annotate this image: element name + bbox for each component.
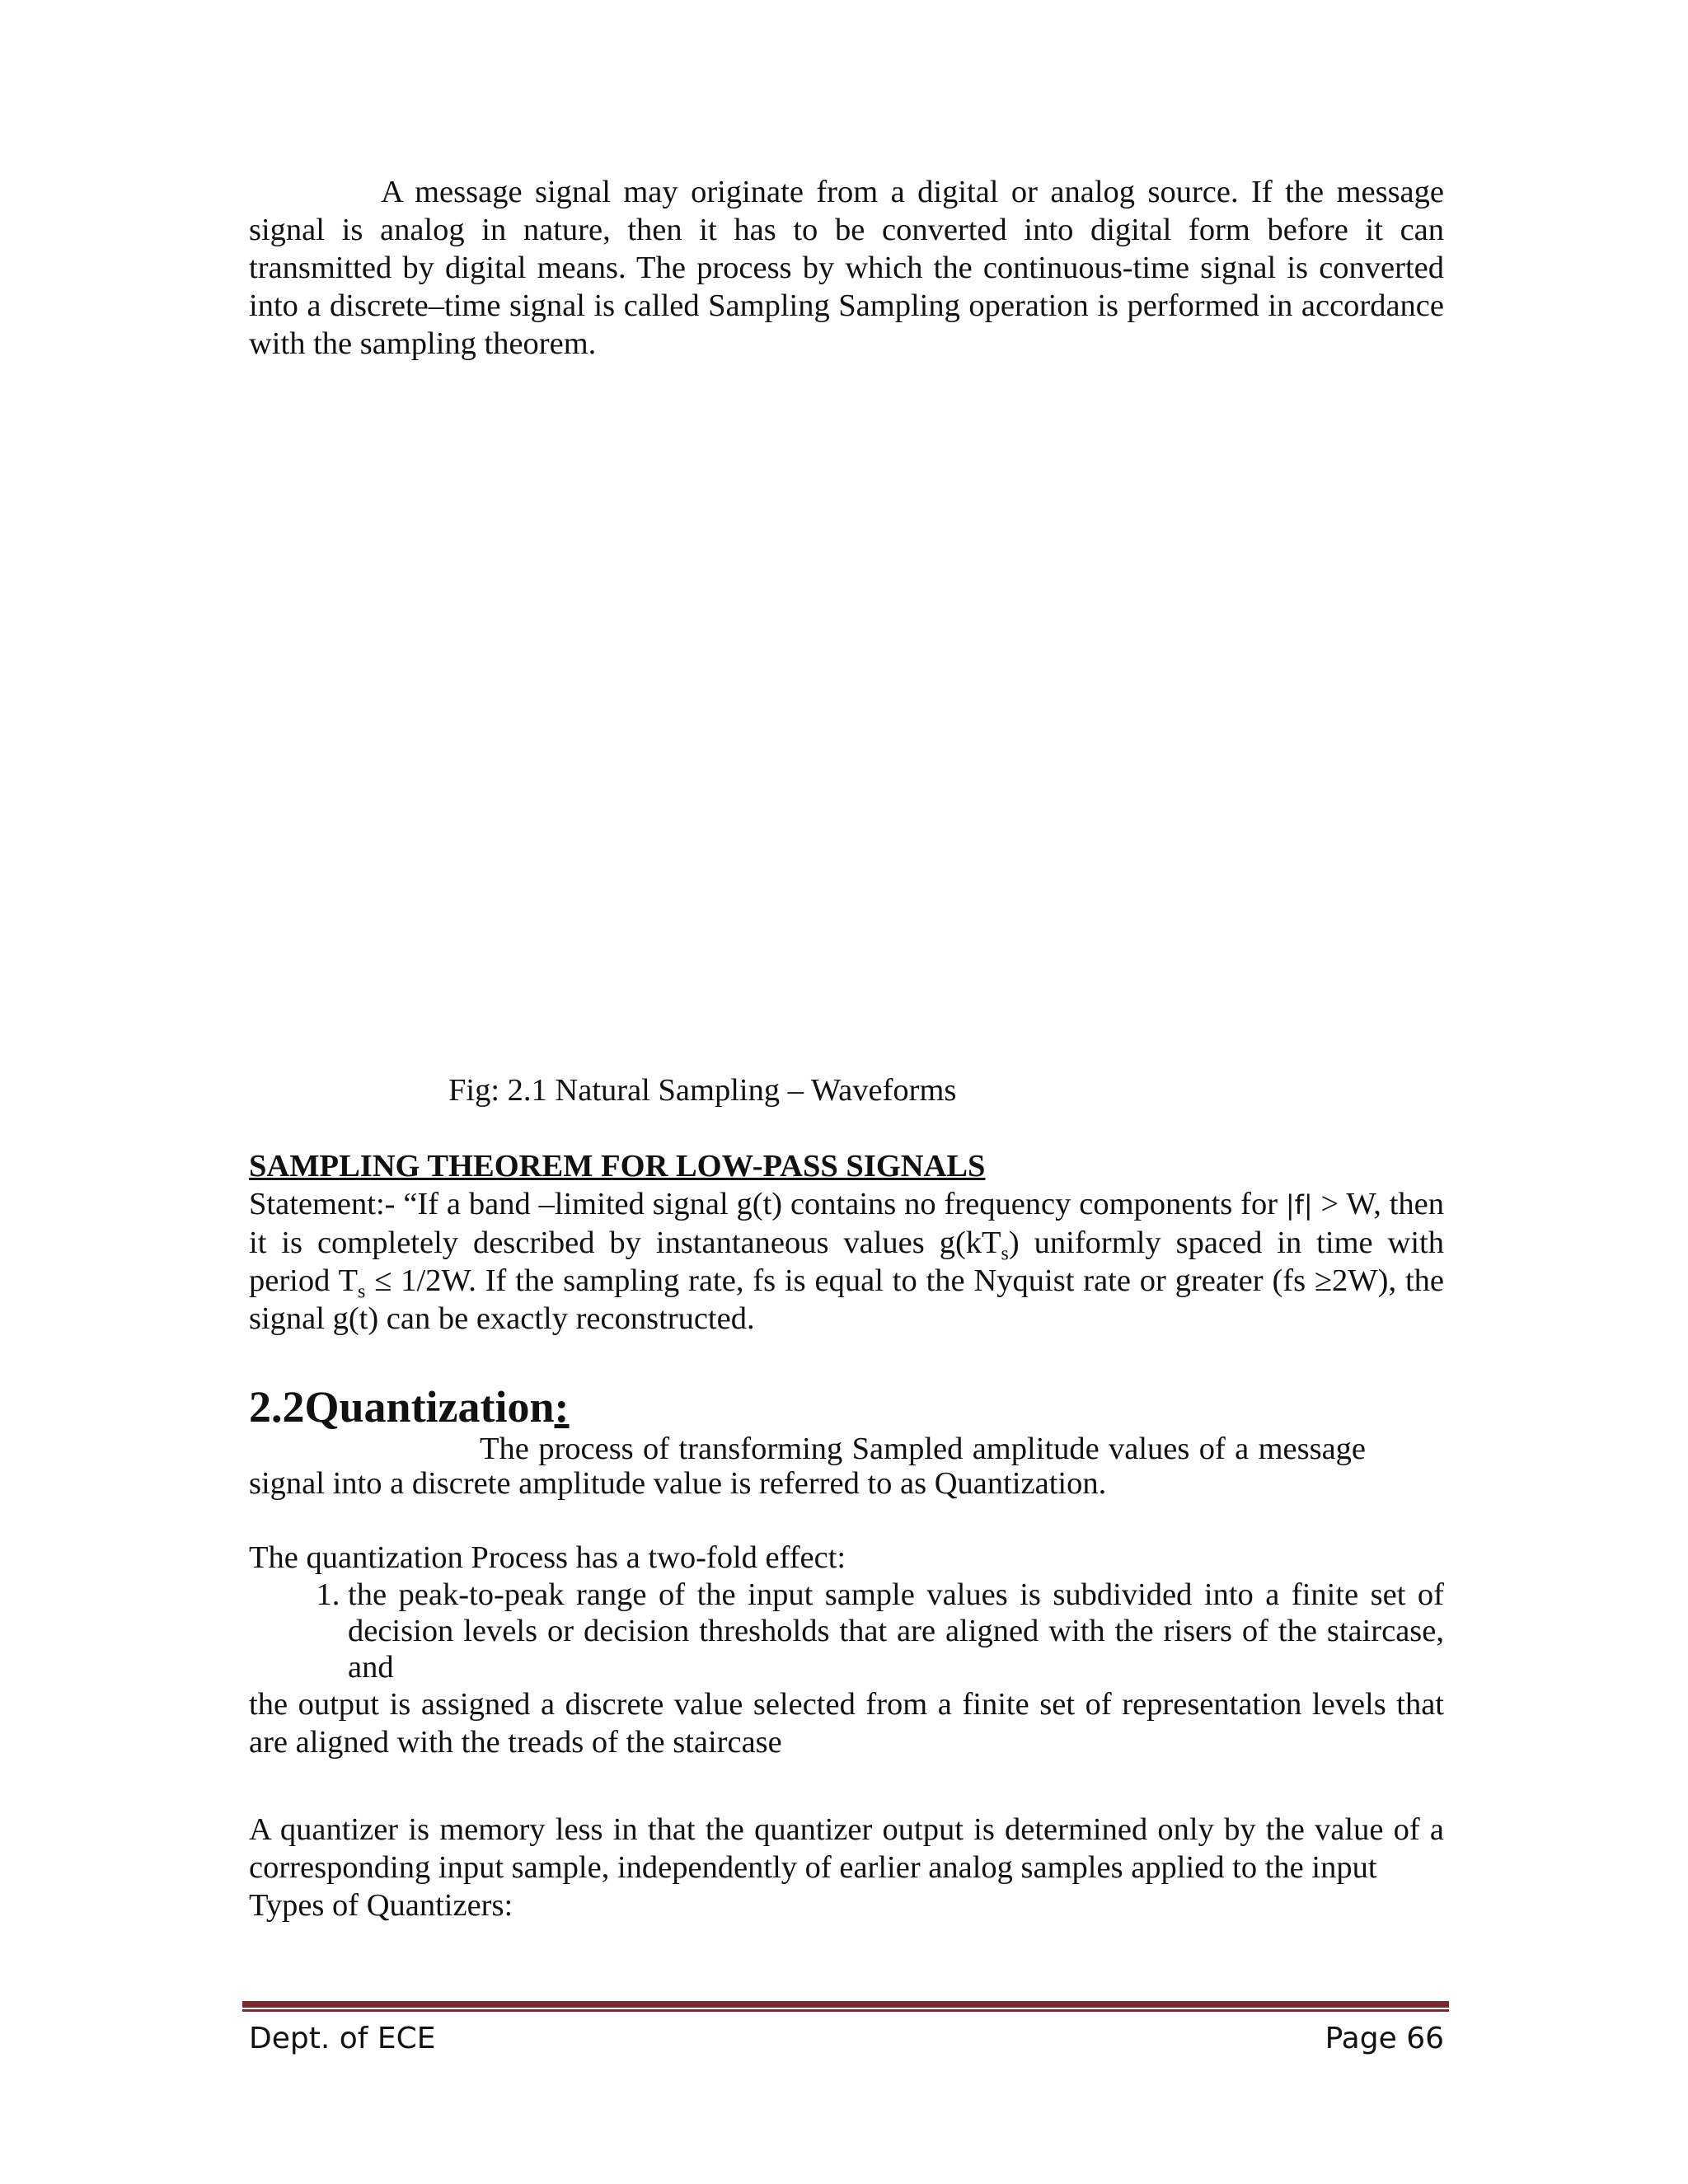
intro-paragraph: A message signal may originate from a digital or analog source. If the message signal is analog in nature, then it has to be converted into digital form before it can transmitted by digital means. The process by which the continuous-time signal is converted into a discrete–time signal is called Sampling Sampling operation is performed in accordance with the sampling theorem.	[249, 175, 1444, 361]
output-paragraph: the output is assigned a discrete value selected from a finite set of representation levels that are aligned with the treads of the staircase	[249, 1687, 1444, 1760]
quantization-heading	[249, 1382, 1444, 1432]
types-label: Types of Quantizers:	[249, 1888, 513, 1923]
figure-area	[249, 363, 1444, 1071]
footer-dept: Dept. of ECE	[249, 2022, 436, 2055]
footer-page-number: Page 66	[1325, 2022, 1444, 2055]
statement-part-2: > W, then it is completely described by instantaneous values g(kT	[249, 1187, 1444, 1260]
sampling-theorem-statement	[249, 1185, 1444, 1338]
figure-caption: Fig: 2.1 Natural Sampling – Waveforms	[448, 1073, 957, 1108]
effect-intro: The quantization Process has a two-fold effect:	[249, 1540, 846, 1575]
statement-part-3: ) uniformly spaced in time with period T	[249, 1226, 1445, 1298]
quantization-heading-text: 2.2Quantization	[249, 1382, 555, 1432]
document-page	[249, 173, 1444, 2168]
subscript-s: s	[1001, 1243, 1009, 1265]
list-item: 1. the peak-to-peak range of the input sample values is subdivided into a finite set of decision levels or decision thresholds that are aligned with the risers of the staircase, and	[348, 1577, 1444, 1685]
memoryless-paragraph: A quantizer is memory less in that the quantizer output is determined only by the value of a corresponding input sample, independently of earlier analog samples applied to the input	[249, 1812, 1444, 1885]
footer-rule-thin	[242, 2009, 1449, 2012]
statement-part-1: Statement:- “If a band –limited signal g(t) contains no frequency components for	[249, 1187, 1286, 1221]
footer-rule-thick	[242, 2001, 1449, 2008]
effect-list	[249, 1577, 1444, 1685]
footer-rule	[242, 2001, 1449, 2013]
quantization-heading-colon: :	[554, 1382, 570, 1432]
statement-part-4: ≤ 1/2W. If the sampling rate, fs is equal to the Nyquist rate or greater (fs ≥2W), the signal g(t) can be exactly reconstructed.	[249, 1263, 1444, 1336]
quantization-definition	[249, 1432, 1444, 1501]
subscript-s: s	[358, 1281, 366, 1303]
quantization-definition-lead: The	[480, 1432, 529, 1466]
sampling-theorem-heading: SAMPLING THEOREM FOR LOW-PASS SIGNALS	[249, 1149, 986, 1183]
quantization-definition-rest: process of transforming Sampled amplitude values of a message signal into a discrete amplitude value is referred to as Quantization.	[249, 1432, 1366, 1501]
page-footer	[249, 2019, 1444, 2059]
abs-f-symbol: |f|	[1285, 1189, 1313, 1221]
